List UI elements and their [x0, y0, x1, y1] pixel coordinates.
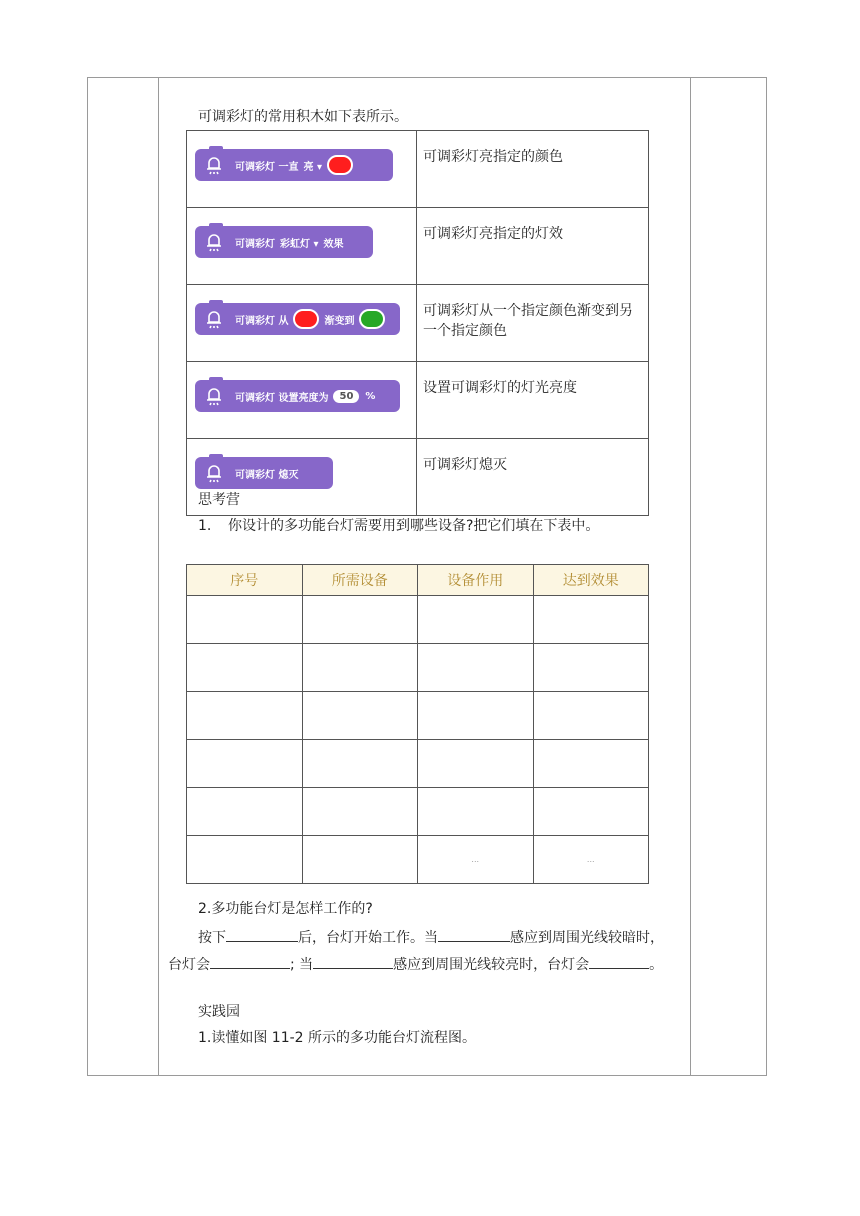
block-desc: 可调彩灯亮指定的灯效	[417, 208, 649, 285]
header-function: 设备作用	[418, 565, 534, 596]
q1-text: 你设计的多功能台灯需要用到哪些设备?把它们填在下表中。	[228, 518, 600, 534]
table-row	[187, 644, 649, 692]
fill-blank[interactable]	[226, 927, 298, 942]
fill-blank[interactable]	[210, 954, 290, 969]
q2-line2: 台灯会 ; 当 感应到周围光线较亮时，台灯会 。	[168, 954, 663, 974]
practice-item: 1.读懂如图 11-2 所示的多功能台灯流程图。	[198, 1030, 477, 1046]
block-row	[187, 362, 649, 439]
blocks-table	[186, 130, 649, 516]
lamp-icon	[203, 231, 225, 253]
block-light-brightness: 可调彩灯 设置亮度为 50 %	[195, 380, 400, 412]
lamp-icon	[203, 462, 225, 484]
q1-number: 1.	[198, 518, 212, 534]
table-row	[187, 596, 649, 644]
brightness-value: 50	[333, 390, 359, 403]
intro-text: 可调彩灯的常用积木如下表所示。	[198, 109, 408, 125]
table-header	[187, 565, 649, 596]
lamp-icon	[203, 308, 225, 330]
practice-title: 实践园	[198, 1004, 240, 1020]
block-desc: 可调彩灯亮指定的颜色	[417, 131, 649, 208]
frame-divider-left	[158, 77, 159, 1076]
lamp-icon	[203, 385, 225, 407]
block-desc: 可调彩灯熄灭	[417, 439, 649, 516]
table-row	[187, 740, 649, 788]
block-light-off: 可调彩灯 熄灭	[195, 457, 333, 489]
block-row	[187, 439, 649, 516]
block-light-fade: 可调彩灯 从 渐变到	[195, 303, 400, 335]
block-light-color: 可调彩灯 一直 亮 ▾	[195, 149, 393, 181]
color-swatch-red	[327, 155, 353, 175]
fill-blank[interactable]	[438, 927, 510, 942]
header-effect: 达到效果	[533, 565, 649, 596]
block-desc: 设置可调彩灯的灯光亮度	[417, 362, 649, 439]
header-index: 序号	[187, 565, 303, 596]
table-row	[187, 692, 649, 740]
block-row	[187, 131, 649, 208]
fill-blank[interactable]	[589, 954, 649, 969]
q2-title: 2.多功能台灯是怎样工作的?	[198, 901, 373, 917]
block-light-effect: 可调彩灯 彩虹灯 ▾ 效果	[195, 226, 373, 258]
frame-divider-right	[690, 77, 691, 1076]
fill-blank[interactable]	[313, 954, 393, 969]
block-row	[187, 208, 649, 285]
lamp-icon	[203, 154, 225, 176]
color-swatch-green	[359, 309, 385, 329]
block-desc: 可调彩灯从一个指定颜色渐变到另 一个指定颜色	[417, 285, 649, 362]
block-row	[187, 285, 649, 362]
color-swatch-red	[293, 309, 319, 329]
devices-table	[186, 564, 649, 884]
table-row	[187, 788, 649, 836]
q2-line1: 按下 后，台灯开始工作。当 感应到周围光线较暗时，	[198, 927, 664, 947]
think-title: 思考营	[198, 492, 240, 508]
table-row: ... ...	[187, 836, 649, 884]
header-device: 所需设备	[302, 565, 418, 596]
